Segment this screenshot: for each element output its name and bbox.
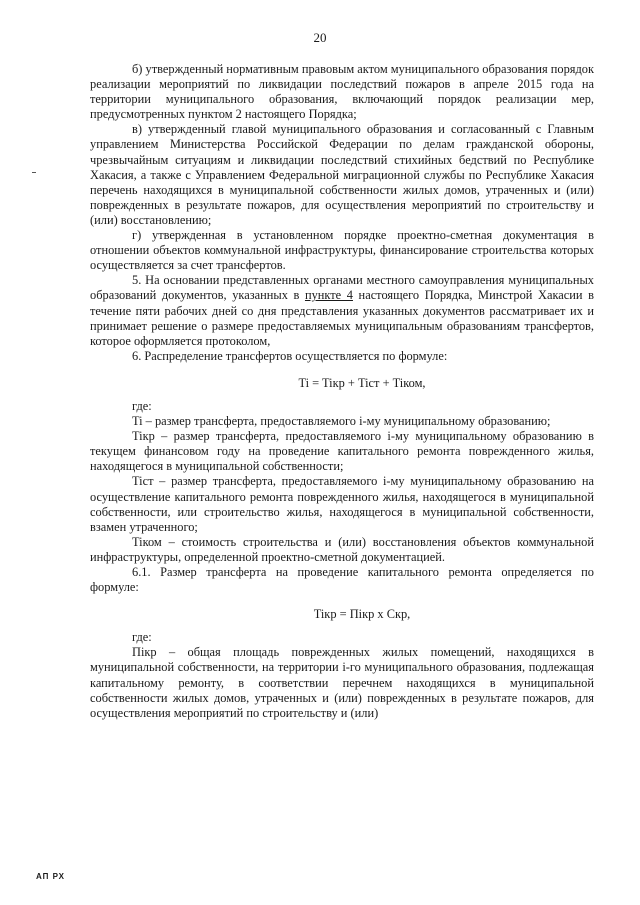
- paragraph-6-1: 6.1. Размер трансферта на проведение капитального ремонта определяется по формуле:: [90, 565, 594, 595]
- definition-tikom: Tiком – стоимость строительства и (или) восстановления объектов коммунальной инфраструктуры, определенной проектно-сметной документацией.: [90, 534, 594, 564]
- clause-4-link[interactable]: пункте 4: [304, 288, 353, 303]
- paragraph-b: б) утвержденный нормативным правовым актом муниципального образования порядок реализации мероприятий по ликвидации последствий пожаров в апреле 2015 года на территории муниципального образования, включающий порядок реализации мер, предусмотренных пунктом 2 настоящего Порядка;: [90, 62, 594, 122]
- page-number: 20: [313, 30, 327, 45]
- document-body: [90, 62, 594, 721]
- where-label-2: где:: [132, 630, 152, 645]
- paragraph-6: 6. Распределение трансфертов осуществляется по формуле:: [132, 348, 448, 363]
- footer-mark: АП РХ: [36, 872, 66, 881]
- paragraph-v: в) утвержденный главой муниципального образования и согласованный с Главным управлением Министерства Российской Федерации по делам гражданской обороны, чрезвычайным ситуациям и ликвидации последствий стихийных бедствий по Республике Хакасия, а также с Управлением Федеральной миграционной службы по Республике Хакасия перечень находящихся в муниципальной собственности жилых домов, утраченных и (или) поврежденных в результате пожаров, для осуществления мероприятий по строительству и (или) восстановлению;: [90, 122, 594, 227]
- paragraph-5-text-before: 5. На основании представленных органами местного самоуправления муниципальных образований документов, указанных в: [90, 273, 594, 303]
- where-label-1: где:: [132, 398, 152, 413]
- margin-mark: [32, 172, 36, 173]
- paragraph-5-text-after: настоящего Порядка, Минстрой Хакасии в течение пяти рабочих дней со дня представления указанных документов рассматривает их и принимает решение о размере предоставляемых муниципальным образованиям трансфертов, которое оформляется протоколом,: [90, 288, 594, 348]
- formula-capital-repair: Tiкр = Пiкр x Скр,: [313, 607, 411, 622]
- definition-ti: Ti – размер трансферта, предоставляемого i-му муниципальному образованию;: [132, 414, 551, 429]
- definition-pikr: Пiкр – общая площадь поврежденных жилых помещений, находящихся в муниципальной собственности, на территории i-го муниципального образования, подлежащая капитальному ремонту, в соответствии перечнем находящихся в муниципальной собственности жилых домов, утраченных и (или) поврежденных в результате пожаров, для осуществления мероприятий по строительству и (или): [90, 645, 594, 720]
- definition-tikr: Tiкр – размер трансферта, предоставляемого i-му муниципальному образованию в текущем финансовом году на проведение капитального ремонта поврежденного жилья, находящегося в муниципальной собственности;: [90, 429, 594, 474]
- paragraph-g: г) утвержденная в установленном порядке проектно-сметная документация в отношении объектов коммунальной инфраструктуры, финансирование строительства которых осуществляется за счет трансфертов.: [90, 228, 594, 273]
- definition-tist: Tiст – размер трансферта, предоставляемого i-му муниципальному образованию на осуществление капитального ремонта поврежденного жилья, находящегося в муниципальной собственности, или строительство жилья, находящегося в муниципальной собственности, взамен утраченного;: [90, 474, 594, 534]
- formula-transfer-total: Ti = Tiкр + Tiст + Tiком,: [298, 375, 426, 390]
- paragraph-5: [90, 273, 594, 348]
